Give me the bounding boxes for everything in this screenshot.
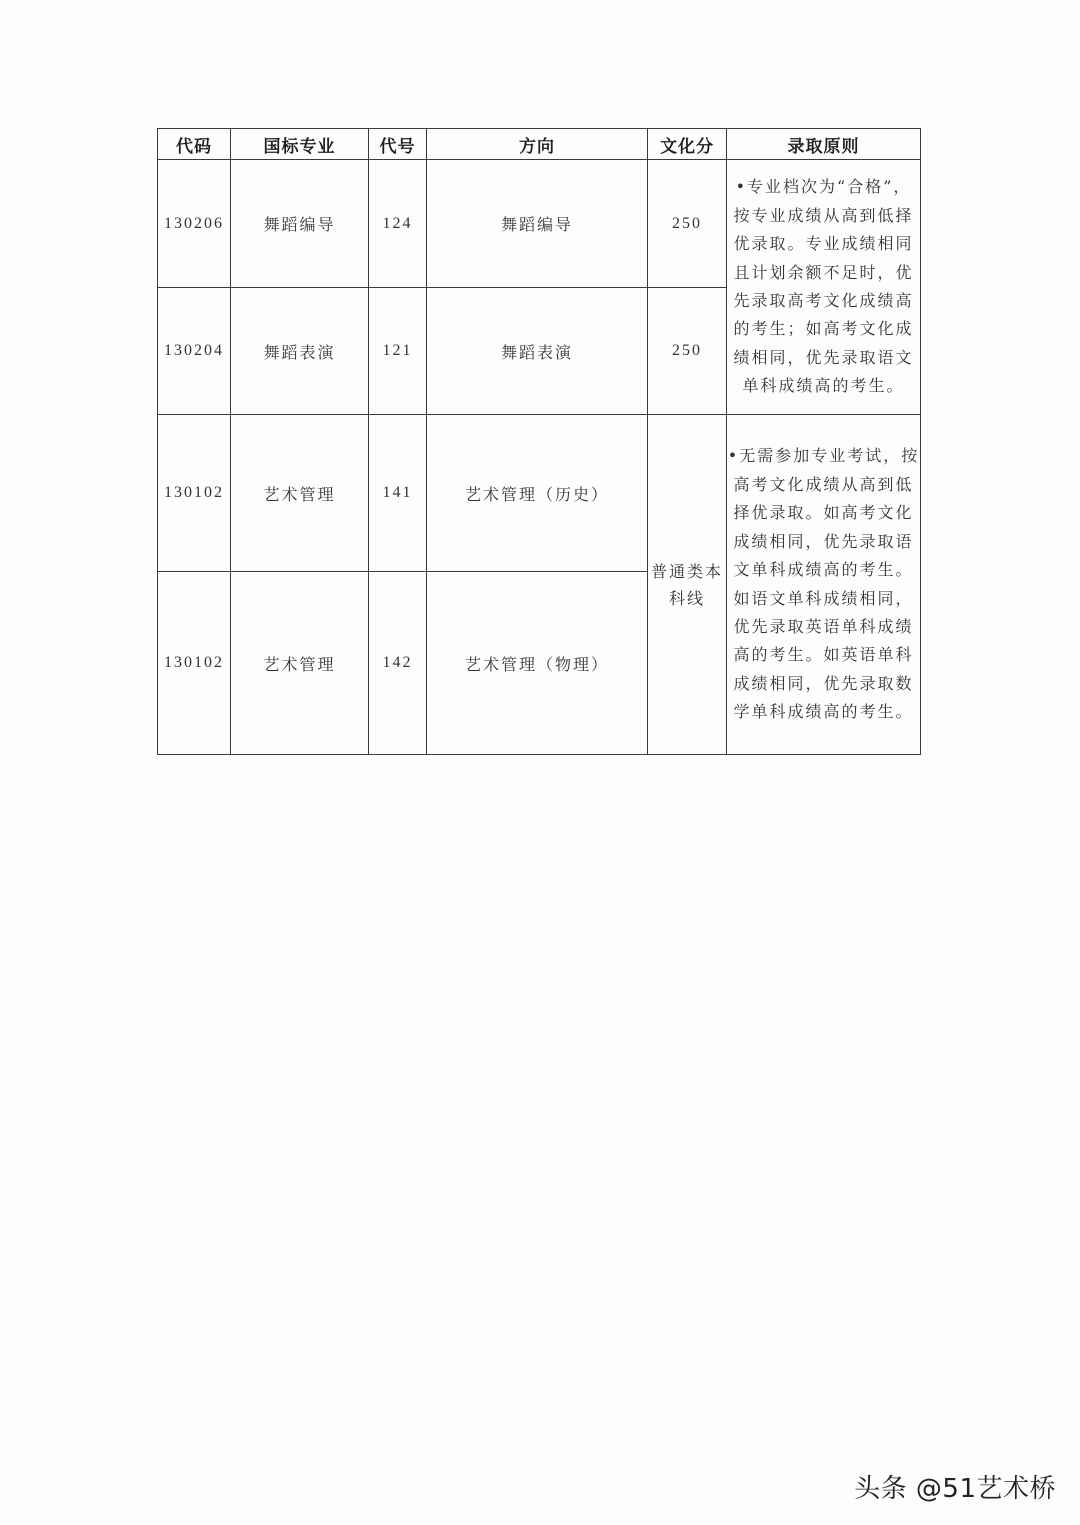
cell-direction: 舞蹈编导: [427, 160, 648, 288]
table-row: [158, 160, 921, 288]
cell-num: 121: [369, 288, 427, 415]
header-code: 代码: [158, 129, 231, 160]
table-row: [158, 415, 921, 572]
cell-code: 130206: [158, 160, 231, 288]
cell-score: 250: [648, 288, 727, 415]
cell-score: 250: [648, 160, 727, 288]
cell-code: 130102: [158, 415, 231, 572]
header-rule: 录取原则: [727, 129, 921, 160]
header-num: 代号: [369, 129, 427, 160]
table-header-row: [158, 129, 921, 160]
cell-major: 艺术管理: [231, 415, 369, 572]
cell-score-shared: 普通类本科线: [648, 415, 727, 755]
cell-code: 130102: [158, 572, 231, 755]
cell-num: 124: [369, 160, 427, 288]
cell-major: 舞蹈编导: [231, 160, 369, 288]
cell-rule-dance: •专业档次为“合格”，按专业成绩从高到低择优录取。专业成绩相同且计划余额不足时，优先录取高考文化成绩高的考生；如高考文化成绩相同，优先录取语文单科成绩高的考生。: [727, 160, 921, 415]
cell-direction: 艺术管理（物理）: [427, 572, 648, 755]
watermark-text: 头条 @51艺术桥: [854, 1474, 1056, 1504]
header-direction: 方向: [427, 129, 648, 160]
cell-direction: 艺术管理（历史）: [427, 415, 648, 572]
header-score: 文化分: [648, 129, 727, 160]
cell-major: 舞蹈表演: [231, 288, 369, 415]
cell-code: 130204: [158, 288, 231, 415]
cell-rule-management: •无需参加专业考试，按高考文化成绩从高到低择优录取。如高考文化成绩相同，优先录取语文单科成绩高的考生。如语文单科成绩相同，优先录取英语单科成绩高的考生。如英语单科成绩相同，优先录取数学单科成绩高的考生。: [727, 415, 921, 755]
cell-major: 艺术管理: [231, 572, 369, 755]
admission-table: [157, 128, 921, 755]
header-major: 国标专业: [231, 129, 369, 160]
cell-direction: 舞蹈表演: [427, 288, 648, 415]
cell-num: 141: [369, 415, 427, 572]
cell-num: 142: [369, 572, 427, 755]
